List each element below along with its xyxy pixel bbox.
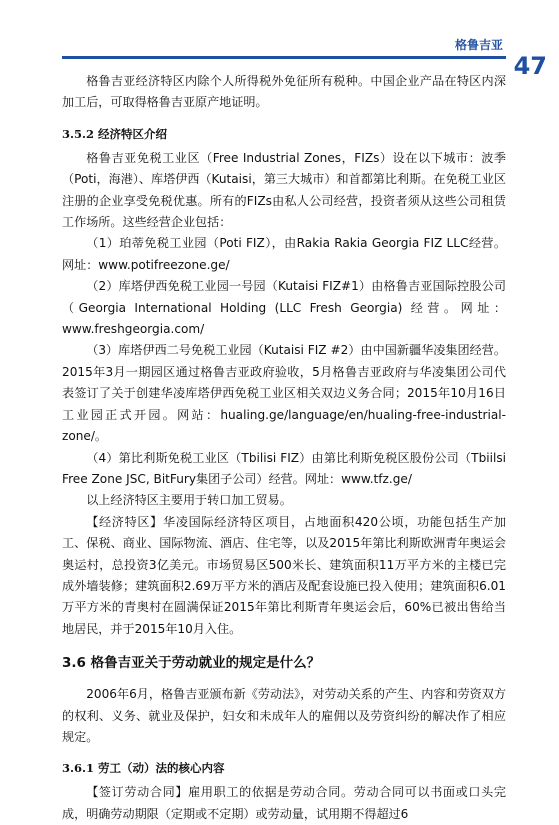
list-item-poti: （1）珀蒂免税工业园（Poti FIZ），由Rakia Rakia Georgia FIZ LLC经营。网址：www.potifreezone.ge/ bbox=[62, 236, 506, 272]
section-heading-3-6: 3.6 格鲁吉亚关于劳动就业的规定是什么？ bbox=[62, 655, 321, 672]
running-header-title: 格鲁吉亚 bbox=[454, 38, 503, 52]
paragraph-fiz: 格鲁吉亚免税工业区（Free Industrial Zones，FIZs）设在以下城市：波季（Poti，海港）、库塔伊西（Kutaisi，第三大城市）和首都第比利斯。在免税工业区注册的企业享受免税优惠。所有的FIZs由私人公司经营，投资者须从这些公司租赁工作场所。这些经营企业包括： bbox=[62, 150, 506, 230]
list-item-kutaisi-2: （3）库塔伊西二号免税工业园（Kutaisi FIZ #2）由中国新疆华凌集团经营。2015年3月一期园区通过格鲁吉亚政府验收，5月格鲁吉亚政府与华凌集团公司代表签订了关于创建华凌库塔伊西免税工业区相关双边义务合同；2015年10月16日工业园正式开园。网站：hualing.ge/language/en/hualing-free-industrial-zone/。 bbox=[62, 343, 506, 444]
paragraph-intro: 格鲁吉亚经济特区内除个人所得税外免征所有税种。中国企业产品在特区内深加工后，可取得格鲁吉亚原产地证明。 bbox=[62, 74, 506, 110]
list-item-kutaisi-1: （2）库塔伊西免税工业园一号园（Kutaisi FIZ#1）由格鲁吉亚国际控股公司（Georgia International Holding (LLC Fresh Georgia) 经营。网址：www.freshgeorgia.com/ bbox=[62, 279, 506, 337]
page-body bbox=[62, 71, 506, 825]
list-item-tbilisi: （4）第比利斯免税工业区（Tbilisi FIZ）由第比利斯免税区股份公司（Tbiilsi Free Zone JSC, BitFury集团子公司）经营。网址：www.tfz.ge/ bbox=[62, 450, 506, 486]
paragraph-transit: 以上经济特区主要用于转口加工贸易。 bbox=[86, 493, 292, 508]
subsection-heading-3-5-2: 3.5.2 经济特区介绍 bbox=[62, 126, 168, 141]
paragraph-special-zone: 【经济特区】华凌国际经济特区项目，占地面积420公顷，功能包括生产加工、保税、商业、国际物流、酒店、住宅等，以及2015年第比利斯欧洲青年奥运会奥运村，总投资3亿美元。市场贸易区500米长、建筑面积11万平方米的主楼已完成外墙装修；建筑面积2.69万平方米的酒店及配套设施已投入使用；建筑面积6.01万平方米的青奥村在圆满保证2015年第比利斯青年奥运会后，60%已被出售给当地居民，并于2015年10月入住。 bbox=[62, 514, 506, 636]
subsection-heading-3-6-1: 3.6.1 劳工（动）法的核心内容 bbox=[62, 761, 225, 776]
paragraph-labor-law: 2006年6月，格鲁吉亚颁布新《劳动法》，对劳动关系的产生、内容和劳资双方的权利、义务、就业及保护，妇女和未成年人的雇佣以及劳资纠纷的解决作了相应规定。 bbox=[62, 687, 506, 744]
page-number: 47 bbox=[513, 52, 547, 80]
paragraph-labor-contract: 【签订劳动合同】雇用职工的依据是劳动合同。劳动合同可以书面或口头完成，明确劳动期限（定期或不定期）或劳动量，试用期不得超过6 bbox=[62, 785, 506, 821]
header-rule bbox=[62, 56, 506, 59]
